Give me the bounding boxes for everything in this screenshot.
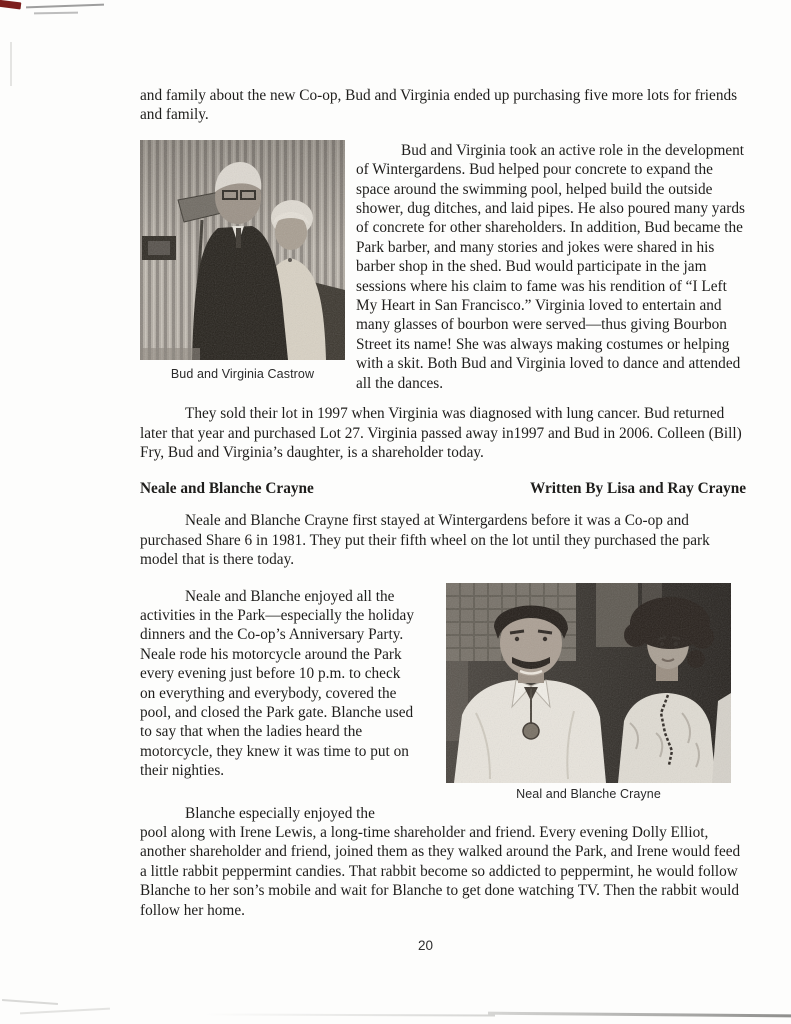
pool-paragraph-first-line: Blanche especially enjoyed the [185, 804, 375, 822]
castrow-photo-caption: Bud and Virginia Castrow [170, 366, 315, 381]
castrow-photo-illustration [140, 140, 345, 360]
castrow-section [140, 138, 746, 393]
pencil-scribble [26, 4, 104, 9]
scan-smudge [2, 999, 58, 1005]
scan-line-artifact [10, 42, 12, 86]
castrow-sold-paragraph: They sold their lot in 1997 when Virginia was diagnosed with lung cancer. Bud returned later that year and purchased Lot 27. Virginia passed away in1997 and Bud in 2006. Colleen (Bill) Fry, Bud and Virginia’s daughter, is a shareholder today. [140, 405, 742, 461]
page-edge-shadow [488, 1012, 791, 1018]
pool-paragraph-rest: pool along with Irene Lewis, a long-time shareholder and friend. Every evening Dolly Elliot, another shareholder and friend, joined them as they walked around the Park, and Irene would feed a little rabbit peppermint candies. That rabbit become so addicted to peppermint, he would follow Blanche to her son’s mobile and wait for Blanche to get done watching TV. Then the rabbit would follow her home. [140, 823, 741, 919]
page-number: 20 [418, 938, 434, 953]
page-edge-shadow [205, 1013, 495, 1016]
castrow-photo [140, 140, 345, 360]
page-content [140, 86, 746, 920]
crayne-photo-caption: Neal and Blanche Crayne [516, 786, 661, 801]
crayne-photo [446, 583, 731, 783]
red-ink-mark [0, 0, 21, 9]
crayne-photo-figure [446, 583, 731, 801]
scan-smudge [20, 1008, 110, 1015]
crayne-section-heading: Neale and Blanche Crayne [140, 480, 314, 498]
castrow-photo-figure [140, 138, 355, 381]
pencil-scribble [34, 12, 78, 14]
crayne-photo-illustration [446, 583, 731, 783]
crayne-byline: Written By Lisa and Ray Crayne [529, 480, 746, 498]
crayne-activities-paragraph: Neale and Blanche enjoyed all the activities in the Park—especially the holiday dinners and the Co-op’s Anniversary Party. Neale rode his motorcycle around the Park every evening just before 10 p.m. to check on everything and everybody, covered the pool, and closed the Park gate. Blanche used to say that when the ladies heard the motorcycle, they knew it was time to put on their nighties. [140, 587, 414, 780]
crayne-section [140, 583, 746, 801]
intro-paragraph: and family about the new Co-op, Bud and Virginia ended up purchasing five more lots for friends and family. [140, 87, 738, 124]
crayne-intro-paragraph: Neale and Blanche Crayne first stayed at Wintergardens before it was a Co-op and purchased Share 6 in 1981. They put their fifth wheel on the lot until they purchased the park model that is there today. [140, 512, 710, 569]
crayne-pool-paragraph [140, 804, 746, 920]
crayne-heading-row [140, 479, 746, 498]
castrow-paragraph: Bud and Virginia took an active role in the development of Wintergardens. Bud helped pour concrete to expand the space around the swimming pool, helped build the outside shower, dug ditches, and laid pipes. He also poured many yards of concrete for other shareholders. In addition, Bud became the Park barber, and many stories and jokes were shared in his barber shop in the shed. Bud would participate in the jam sessions where his claim to fame was his rendition of “I Left My Heart in San Francisco.” Virginia loved to entertain and many glasses of bourbon were served—thus giving Bourbon Street its name! She was always making costumes or helping with a skit. Both Bud and Virginia loved to dance and attended all the dances. [356, 141, 745, 392]
